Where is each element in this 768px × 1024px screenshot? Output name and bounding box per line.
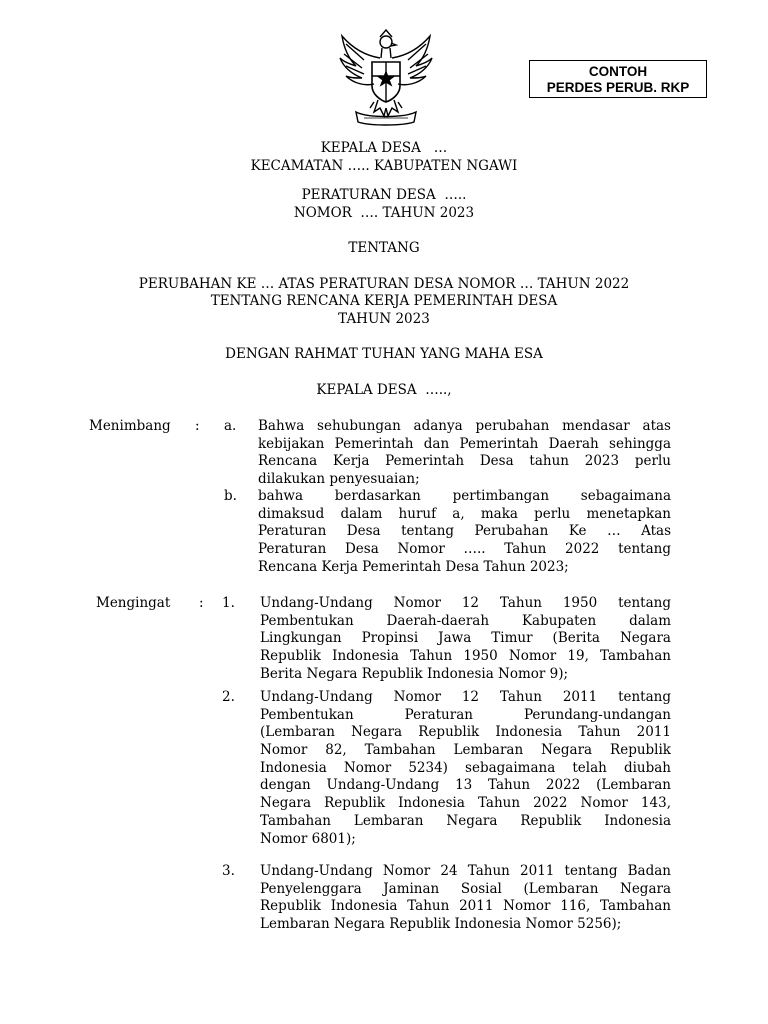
text-line: Bahwa sehubungan adanya perubahan mendasar atas (258, 418, 671, 434)
title-line-3: TAHUN 2023 (338, 311, 430, 327)
text-line: Indonesia Nomor 5234) sebagaimana telah diubah (260, 759, 671, 776)
text-line: Republik Indonesia Tahun 2011 Nomor 116, Tambahan (260, 898, 671, 915)
text-line: Nomor 6801); (260, 830, 356, 847)
text-line: Republik Indonesia Tahun 1950 Nomor 19, Tambahan (260, 648, 671, 665)
text-line: Undang-Undang Nomor 12 Tahun 2011 tentang (260, 689, 671, 705)
header-peraturan-desa: PERATURAN DESA ….. (301, 187, 467, 203)
sample-stamp-box (529, 60, 707, 98)
text-line: dimaksud dalam huruf a, maka perlu menetapkan (258, 505, 671, 522)
text-line: Rencana Kerja Pemerintah Desa tahun 2023 perlu (258, 453, 671, 470)
text-line: Lembaran Negara Republik Indonesia Nomor 5256); (260, 916, 622, 933)
mengingat-item-3 (260, 863, 671, 934)
stamp-line-1: CONTOH (588, 64, 648, 79)
mengingat-label: Mengingat (96, 595, 171, 611)
text-line: Tambahan Lembaran Negara Republik Indonesia (260, 812, 671, 829)
text-line: Lingkungan Propinsi Jawa Timur (Berita Negara (260, 630, 671, 647)
menimbang-item-a (258, 418, 671, 489)
menimbang-colon: : (195, 418, 200, 434)
header-tentang: TENTANG (348, 240, 420, 256)
text-line: dilakukan penyesuaian; (258, 471, 420, 488)
text-line: Penyelenggara Jaminan Sosial (Lembaran Negara (260, 880, 671, 897)
title-line-2: TENTANG RENCANA KERJA PEMERINTAH DESA (210, 293, 558, 309)
menimbang-item-a-marker: a. (224, 418, 237, 434)
mengingat-item-2 (260, 689, 671, 848)
header-kecamatan: KECAMATAN ….. KABUPATEN NGAWI (250, 158, 518, 174)
text-line: Pembentukan Daerah-daerah Kabupaten dalam (260, 612, 671, 629)
text-line: Peraturan Desa Nomor ….. Tahun 2022 tentang (258, 541, 671, 558)
text-line: Berita Negara Republik Indonesia Nomor 9); (260, 665, 569, 682)
mengingat-item-1-marker: 1. (222, 595, 235, 611)
text-line: Peraturan Desa tentang Perubahan Ke … Atas (258, 523, 671, 540)
mengingat-colon: : (199, 595, 204, 611)
mengingat-item-3-marker: 3. (222, 863, 235, 879)
text-line: Undang-Undang Nomor 24 Tahun 2011 tentang Badan (260, 863, 671, 879)
text-line: Nomor 82, Tambahan Lembaran Negara Republik (260, 742, 671, 759)
invocation: DENGAN RAHMAT TUHAN YANG MAHA ESA (225, 346, 543, 362)
menimbang-label: Menimbang (89, 418, 171, 434)
kepala-desa-heading: KEPALA DESA ….., (316, 382, 452, 398)
header-kepala-desa: KEPALA DESA … (320, 140, 448, 156)
mengingat-item-1 (260, 595, 671, 683)
text-line: Undang-Undang Nomor 12 Tahun 1950 tentang (260, 595, 671, 611)
mengingat-item-2-marker: 2. (222, 689, 235, 705)
title-line-1: PERUBAHAN KE … ATAS PERATURAN DESA NOMOR … TAHUN 2022 (138, 276, 630, 292)
text-line: Negara Republik Indonesia Tahun 2022 Nomor 143, (260, 795, 671, 812)
text-line: Rencana Kerja Pemerintah Desa Tahun 2023; (258, 558, 569, 575)
text-line: bahwa berdasarkan pertimbangan sebagaimana (258, 488, 671, 504)
text-line: kebijakan Pemerintah dan Pemerintah Daerah sehingga (258, 435, 671, 452)
garuda-pancasila-icon (334, 28, 438, 128)
text-line: Pembentukan Peraturan Perundang-undangan (260, 706, 671, 723)
text-line: dengan Undang-Undang 13 Tahun 2022 (Lembaran (260, 777, 671, 794)
header-nomor: NOMOR …. TAHUN 2023 (293, 205, 475, 221)
menimbang-item-b-marker: b. (224, 488, 237, 504)
text-line: (Lembaran Negara Republik Indonesia Tahun 2011 (260, 724, 671, 741)
menimbang-item-b (258, 488, 671, 576)
stamp-line-2: PERDES PERUB. RKP (546, 80, 690, 95)
